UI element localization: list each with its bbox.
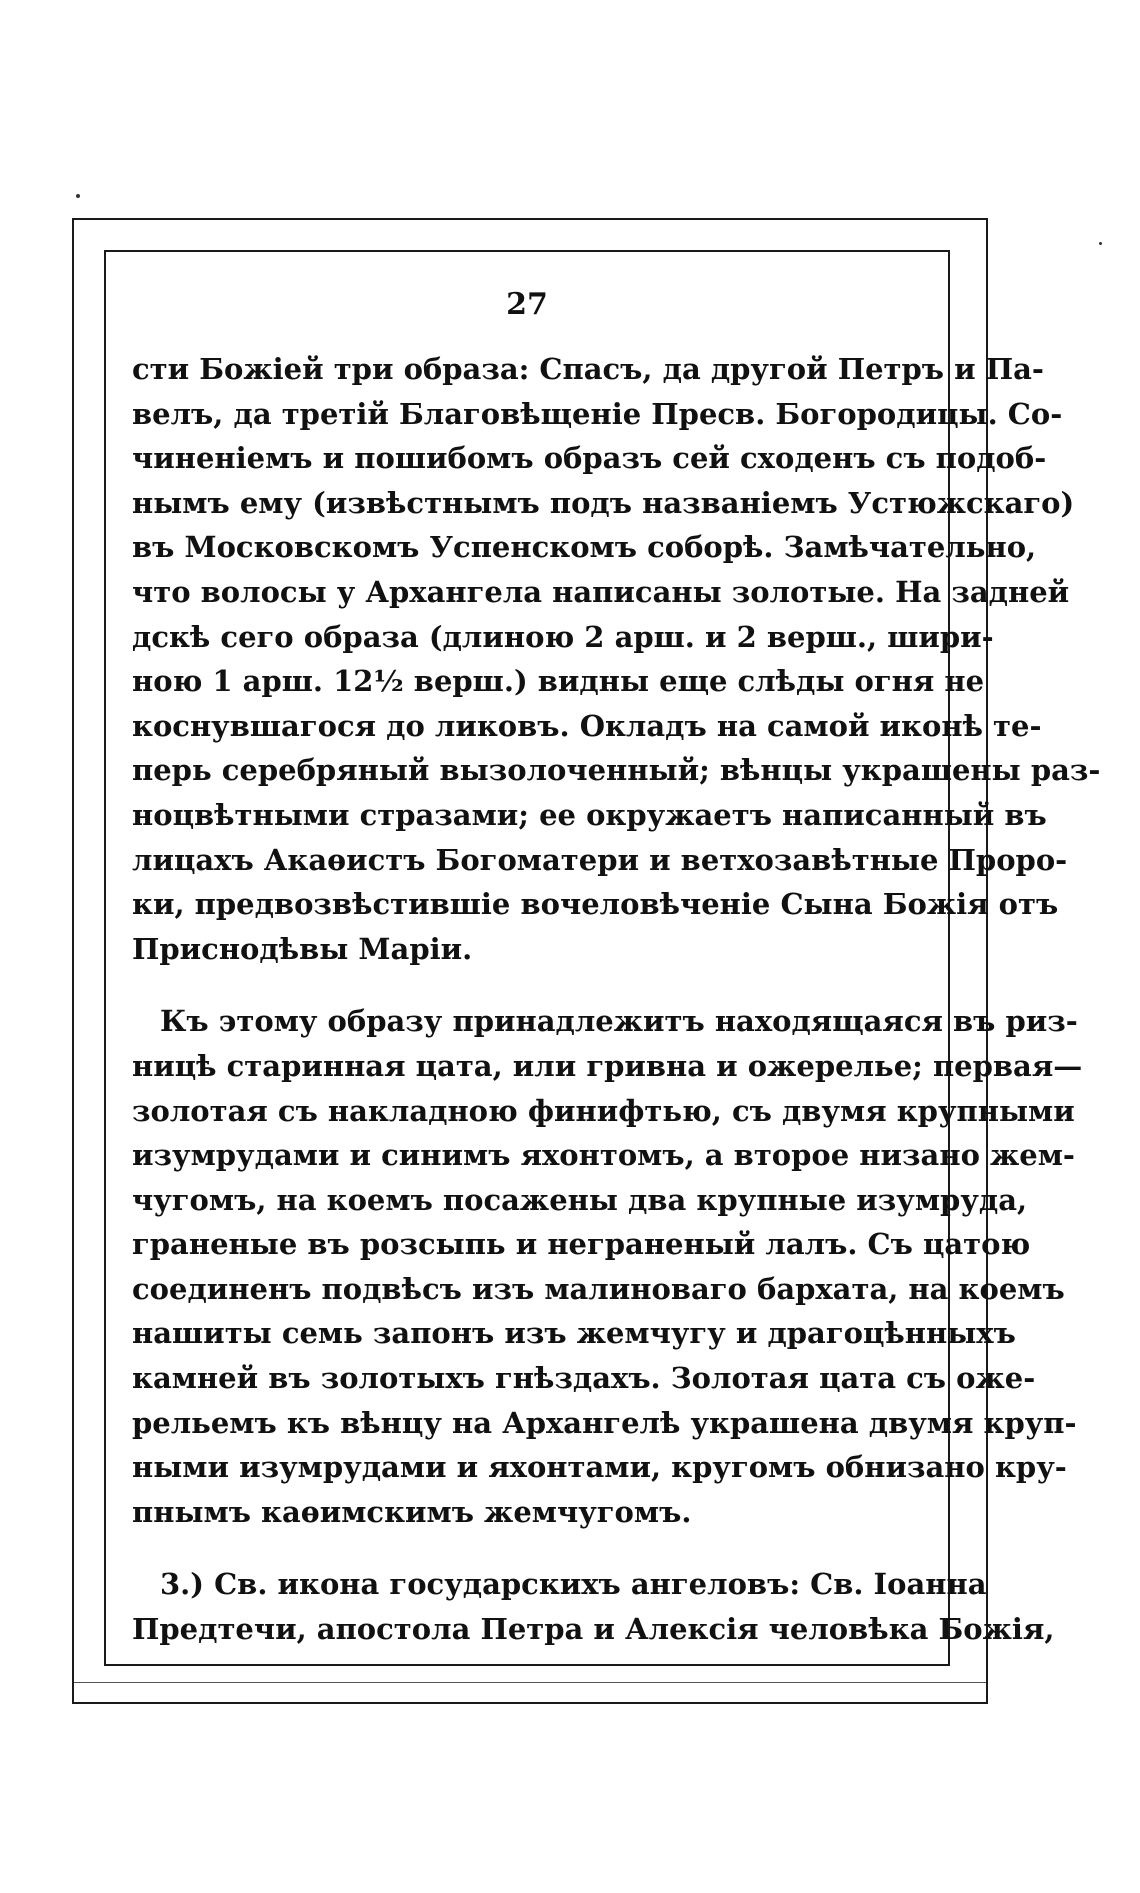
paragraph-3 (132, 1562, 1055, 1651)
text-line: граненые въ розсыпь и неграненый лалъ. Съ цатою (132, 1227, 1031, 1262)
print-speck (1099, 242, 1102, 245)
text-line: Предтечи, апостола Петра и Алексія человѣка Божія, (132, 1612, 1055, 1647)
text-line: Приснодѣвы Маріи. (132, 931, 473, 966)
text-line: золотая съ накладною финифтью, съ двумя крупными (132, 1093, 1075, 1128)
text-line: сти Божіей три образа: Спасъ, да другой Петръ и Па- (132, 352, 1044, 386)
text-line: нашиты семь запонъ изъ жемчугу и драгоцѣнныхъ (132, 1316, 1016, 1351)
text-line: ными изумрудами и яхонтами, кругомъ обнизано кру- (132, 1450, 1067, 1485)
text-line: въ Московскомъ Успенскомъ соборѣ. Замѣчательно, (132, 530, 1037, 565)
text-line: рельемъ къ вѣнцу на Архангелѣ украшена двумя круп- (132, 1405, 1077, 1440)
text-line: 3.) Св. икона государскихъ ангеловъ: Св. Іоанна (160, 1567, 987, 1602)
text-line: ки, предвозвѣстившіе вочеловѣченіе Сына Божія отъ (132, 887, 1059, 922)
page-number: 27 (506, 287, 548, 322)
text-line: соединенъ подвѣсъ изъ малиноваго бархата, на коемъ (132, 1271, 1065, 1306)
text-line: ною 1 арш. 12½ верш.) видны еще слѣды огня не (132, 664, 985, 699)
text-line: ноцвѣтными стразами; ее окружаетъ написанный въ (132, 797, 1047, 832)
text-line: дскѣ сего образа (длиною 2 арш. и 2 верш., шири- (132, 619, 994, 654)
print-speck (76, 194, 80, 198)
text-line: велъ, да третій Благовѣщеніе Пресв. Богородицы. Со- (132, 396, 1063, 431)
paragraph-2 (132, 999, 1083, 1534)
text-line: коснувшагося до ликовъ. Окладъ на самой иконѣ те- (132, 708, 1042, 743)
text-line: перь серебряный вызолоченный; вѣнцы украшены раз- (132, 753, 1101, 788)
text-line: лицахъ Акаѳистъ Богоматери и ветхозавѣтные Проро- (132, 842, 1068, 877)
text-line: камней въ золотыхъ гнѣздахъ. Золотая цата съ оже- (132, 1361, 1036, 1396)
text-line: пнымъ каѳимскимъ жемчугомъ. (132, 1494, 692, 1529)
text-line: изумрудами и синимъ яхонтомъ, а второе низано жем- (132, 1138, 1075, 1173)
text-line: чугомъ, на коемъ посажены два крупные изумруда, (132, 1182, 1028, 1217)
frame-bottom-rule (74, 1682, 986, 1683)
text-line: что волосы у Архангела написаны золотые. На задней (132, 574, 1070, 609)
page-text (132, 285, 1101, 1652)
text-line: чиненіемъ и пошибомъ образъ сей сходенъ съ подоб- (132, 441, 1047, 476)
text-line: нымъ ему (извѣстнымъ подъ названіемъ Устюжскаго) (132, 485, 1075, 520)
text-line: Къ этому образу принадлежитъ находящаяся въ риз- (160, 1004, 1078, 1039)
paragraph-1 (132, 347, 1101, 971)
text-line: ницѣ старинная цата, или гривна и ожерелье; первая— (132, 1048, 1083, 1083)
